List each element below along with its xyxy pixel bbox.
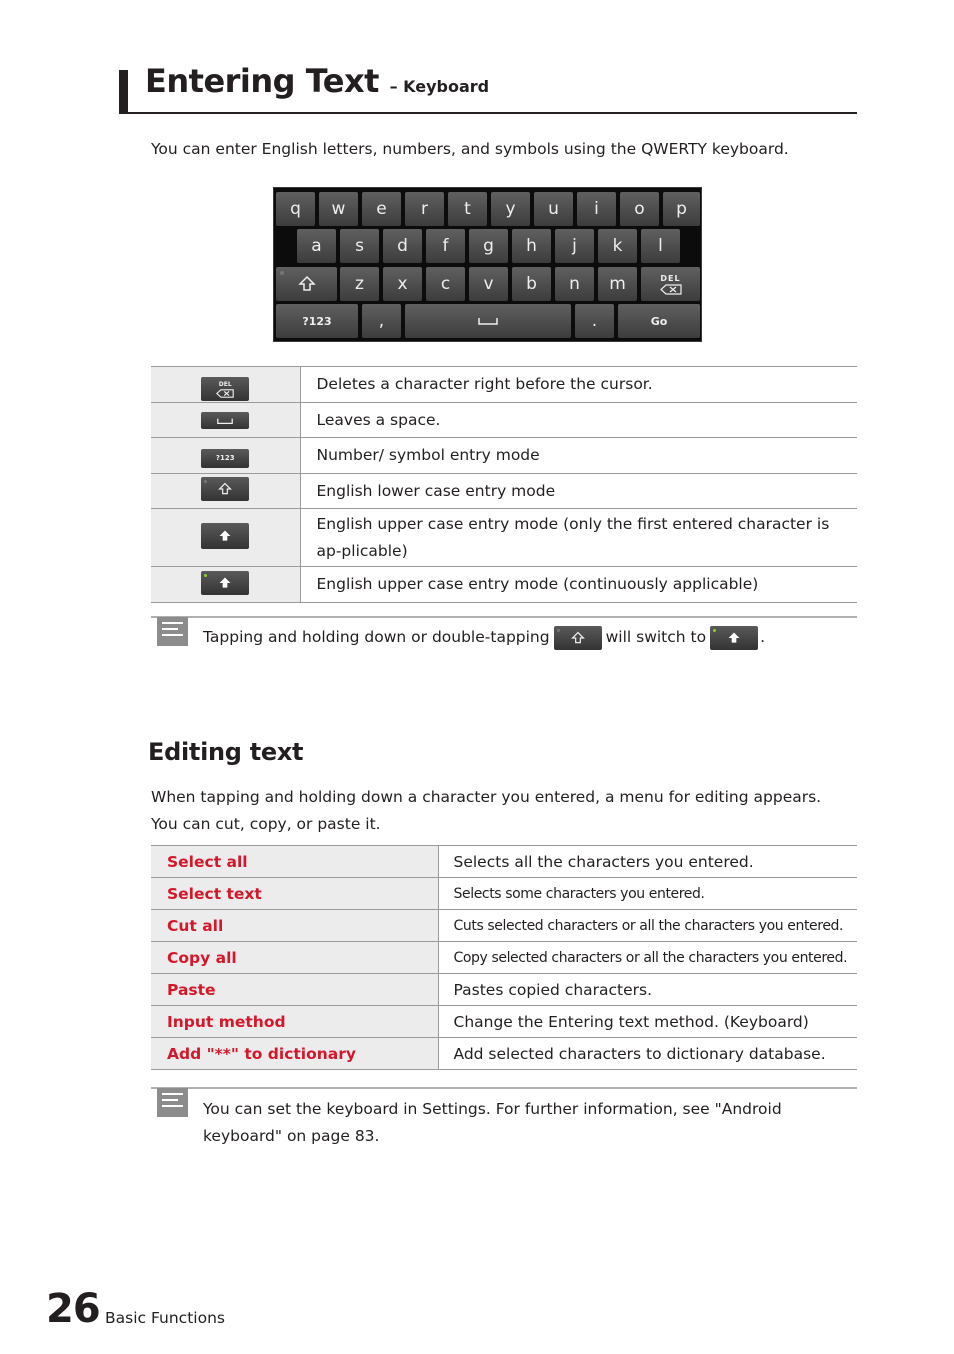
key-space	[405, 304, 571, 338]
table-row	[151, 403, 857, 438]
key-icon-cell	[151, 474, 300, 509]
key-o: o	[620, 192, 659, 226]
note-icon	[157, 617, 188, 646]
del-key-label: DEL	[660, 273, 681, 283]
note-tip-text-1: Tapping and holding down or double-tapping	[203, 628, 550, 646]
key-k: k	[598, 229, 637, 263]
key-icon-cell	[151, 509, 300, 567]
editing-intro: When tapping and holding down a character you entered, a menu for editing appears. You can cut, copy, or paste it.	[151, 788, 822, 833]
key-icon-cell	[151, 567, 300, 603]
key-del	[641, 267, 700, 301]
table-row	[151, 878, 857, 910]
table-row	[151, 846, 857, 878]
key-f: f	[426, 229, 465, 263]
table-row	[151, 474, 857, 509]
key-c: c	[426, 267, 465, 301]
table-row	[151, 1006, 857, 1038]
menu-item-desc: Selects some characters you entered.	[438, 878, 857, 910]
table-row	[151, 367, 857, 403]
del-chip-label: DEL	[218, 380, 232, 388]
table-row	[151, 567, 857, 603]
shift-lock-indicator-dot	[713, 629, 716, 632]
menu-item-desc: Add selected characters to dictionary database.	[438, 1038, 857, 1070]
menu-item-label: Cut all	[151, 910, 438, 942]
menu-item-desc: Pastes copied characters.	[438, 974, 857, 1006]
note-icon	[157, 1088, 188, 1117]
key-comma: ,	[362, 304, 401, 338]
intro-text: You can enter English letters, numbers, and symbols using the QWERTY keyboard.	[151, 140, 789, 158]
key-desc: Leaves a space.	[300, 403, 857, 438]
shift-filled-icon	[201, 523, 249, 549]
note-tip	[203, 624, 765, 651]
key-u: u	[534, 192, 573, 226]
page-title	[145, 62, 489, 100]
menu-item-label: Add "**" to dictionary	[151, 1038, 438, 1070]
key-go: Go	[618, 304, 700, 338]
page-subtitle: – Keyboard	[389, 77, 490, 96]
key-h: h	[512, 229, 551, 263]
shift-outline-icon	[298, 275, 316, 293]
key-b: b	[512, 267, 551, 301]
note-rule	[151, 1087, 857, 1089]
shift-locked-icon	[201, 571, 249, 595]
menu-item-label: Copy all	[151, 942, 438, 974]
header-rule	[119, 112, 857, 114]
key-m: m	[598, 267, 637, 301]
table-row	[151, 438, 857, 474]
space-icon	[477, 316, 499, 326]
num-key-icon: ?123	[201, 449, 249, 468]
key-desc: English upper case entry mode (continuously applicable)	[300, 567, 857, 603]
header-bar	[119, 70, 128, 114]
key-d: d	[383, 229, 422, 263]
shift-locked-icon	[710, 626, 758, 650]
key-icon-cell	[151, 367, 300, 403]
key-r: r	[405, 192, 444, 226]
key-a: a	[297, 229, 336, 263]
key-num-mode: ?123	[276, 304, 358, 338]
key-w: w	[319, 192, 358, 226]
key-g: g	[469, 229, 508, 263]
key-q: q	[276, 192, 315, 226]
shift-lock-indicator-dot	[204, 574, 207, 577]
backspace-icon	[216, 389, 234, 398]
key-shift	[276, 267, 337, 301]
page-number: 26	[46, 1286, 100, 1332]
key-j: j	[555, 229, 594, 263]
note-settings: You can set the keyboard in Settings. For further information, see "Android keyboard" on page 83.	[203, 1100, 782, 1145]
key-icon-cell	[151, 438, 300, 474]
table-row	[151, 509, 857, 567]
note-rule	[151, 616, 857, 618]
shift-arrow-outline-icon	[218, 482, 232, 496]
shift-indicator-dot	[204, 480, 207, 483]
key-l: l	[641, 229, 680, 263]
key-x: x	[383, 267, 422, 301]
key-v: v	[469, 267, 508, 301]
table-row	[151, 910, 857, 942]
key-e: e	[362, 192, 401, 226]
table-row	[151, 1038, 857, 1070]
shift-indicator-dot	[280, 271, 284, 275]
key-n: n	[555, 267, 594, 301]
section-label: Basic Functions	[105, 1309, 225, 1327]
menu-item-desc: Selects all the characters you entered.	[438, 846, 857, 878]
key-t: t	[448, 192, 487, 226]
note-tip-text-3: .	[760, 628, 766, 646]
backspace-icon	[660, 284, 682, 295]
key-desc: English upper case entry mode (only the first entered character is ap-plicable)	[300, 509, 857, 567]
menu-item-desc: Change the Entering text method. (Keyboard)	[438, 1006, 857, 1038]
key-icon-cell	[151, 403, 300, 438]
key-function-table	[151, 366, 857, 603]
note-tip-text-2: will switch to	[605, 628, 707, 646]
key-desc: Number/ symbol entry mode	[300, 438, 857, 474]
menu-item-label: Select text	[151, 878, 438, 910]
shift-arrow-outline-icon	[571, 631, 585, 645]
key-s: s	[340, 229, 379, 263]
key-desc: Deletes a character right before the cursor.	[300, 367, 857, 403]
page-title-text: Entering Text	[145, 62, 379, 100]
table-row	[151, 974, 857, 1006]
shift-outline-icon	[201, 477, 249, 501]
shift-arrow-filled-icon	[218, 576, 232, 590]
shift-arrow-filled-icon	[727, 631, 741, 645]
key-period: .	[575, 304, 614, 338]
space-key-icon	[201, 412, 249, 429]
editing-menu-table	[151, 845, 857, 1070]
key-desc: English lower case entry mode	[300, 474, 857, 509]
qwerty-keyboard	[273, 187, 702, 342]
shift-outline-icon	[554, 626, 602, 650]
shift-indicator-dot	[557, 629, 560, 632]
del-key-icon	[201, 377, 249, 401]
menu-item-label: Paste	[151, 974, 438, 1006]
key-i: i	[577, 192, 616, 226]
menu-item-desc: Copy selected characters or all the characters you entered.	[438, 942, 857, 974]
menu-item-label: Input method	[151, 1006, 438, 1038]
menu-item-desc: Cuts selected characters or all the characters you entered.	[438, 910, 857, 942]
space-icon	[216, 417, 234, 425]
menu-item-label: Select all	[151, 846, 438, 878]
key-y: y	[491, 192, 530, 226]
shift-arrow-filled-icon	[218, 529, 232, 543]
key-z: z	[340, 267, 379, 301]
key-p: p	[663, 192, 700, 226]
table-row	[151, 942, 857, 974]
section-title: Editing text	[148, 738, 304, 766]
